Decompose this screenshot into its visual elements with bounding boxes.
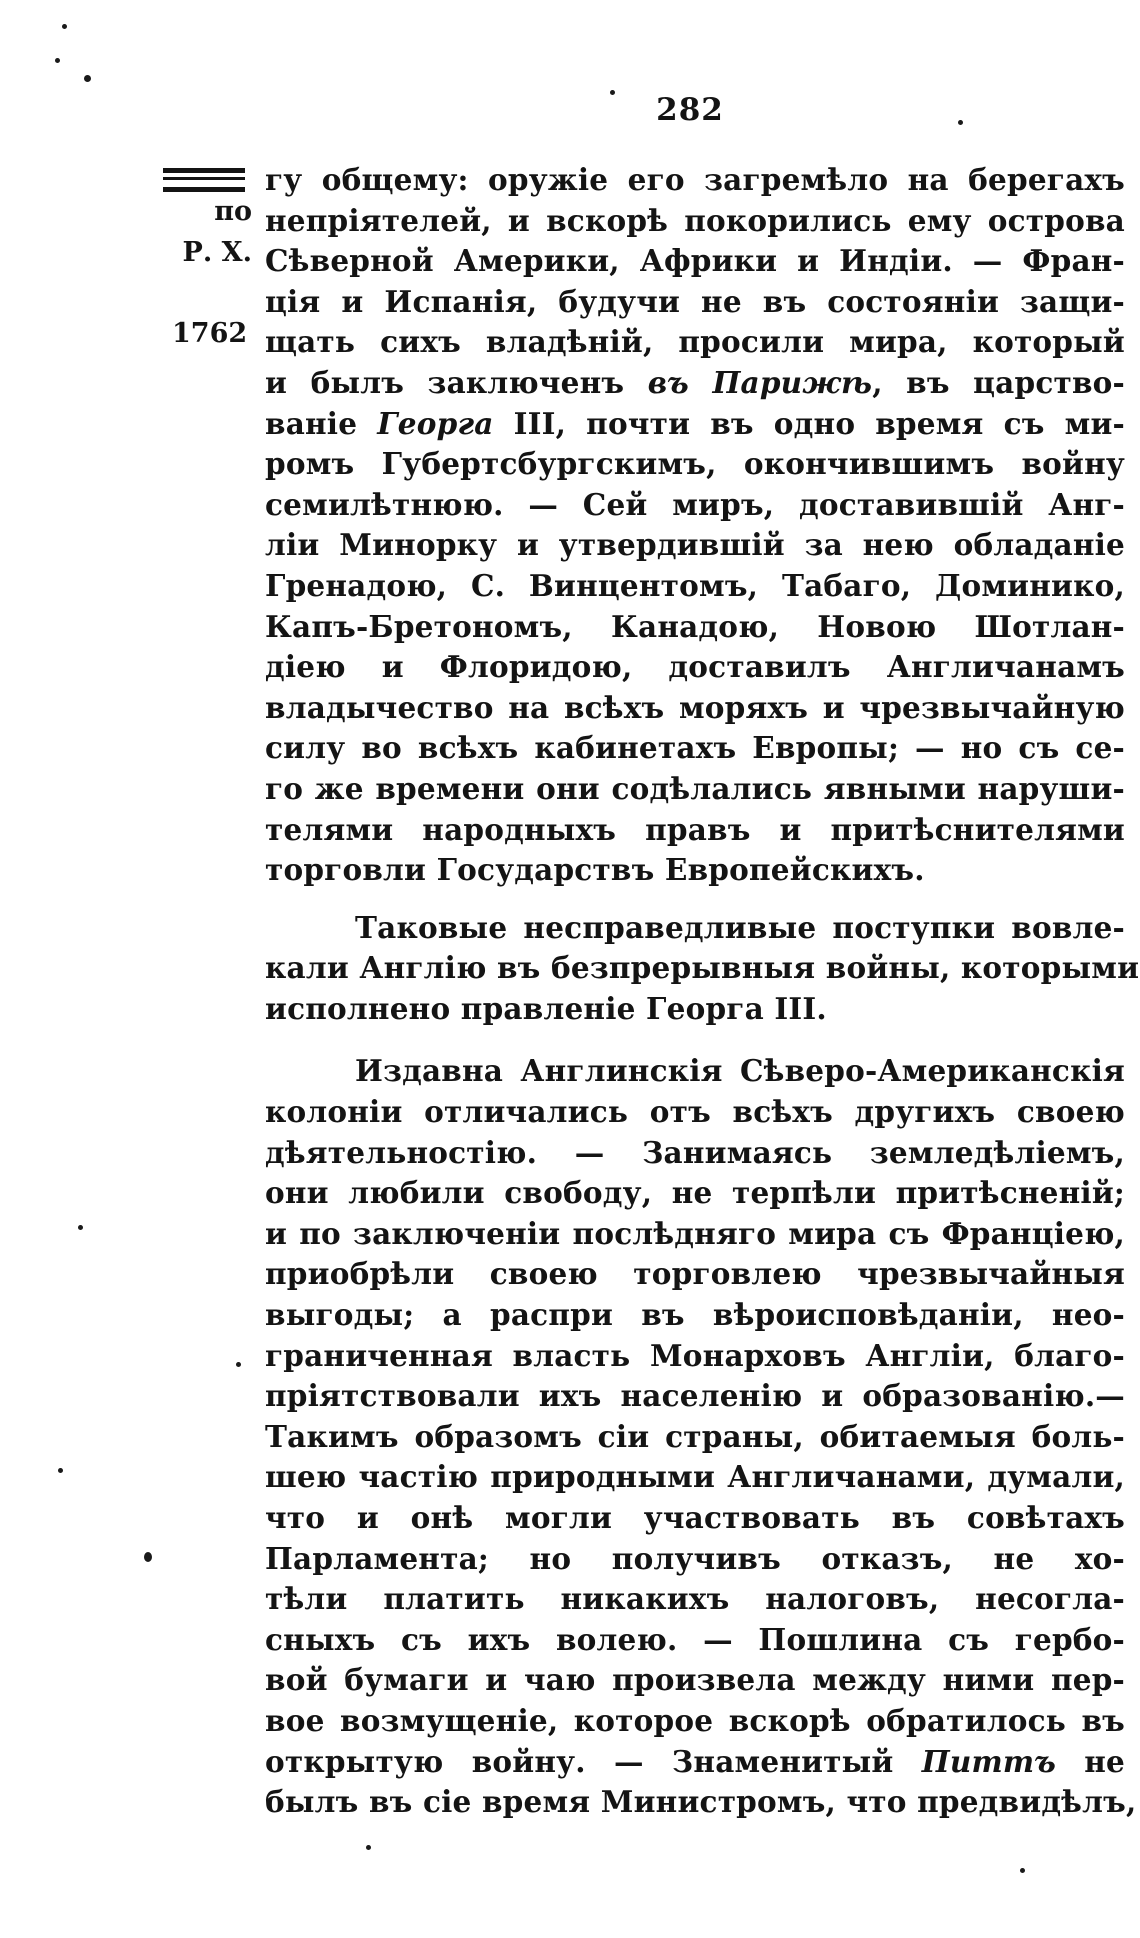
margin-notes <box>150 160 260 354</box>
text-line: силу во всѣхъ кабинетахъ Европы; — но съ се- <box>265 730 1125 766</box>
text-segment: ваніе <box>265 405 358 441</box>
scan-speck <box>366 1845 371 1850</box>
text-segment: и былъ заключенъ <box>265 364 625 400</box>
text-line: ромъ Губертсбургскимъ, окончившимъ войну <box>265 446 1125 482</box>
scan-speck <box>610 90 615 95</box>
text-line: владычество на всѣхъ моряхъ и чрезвычайную <box>265 689 1125 725</box>
margin-note-year: 1762 <box>172 317 248 349</box>
text-line: вое возмущеніе, которое вскорѣ обратилось въ <box>265 1702 1125 1738</box>
text-line: колоніи отличались отъ всѣхъ другихъ своею <box>265 1094 1125 1130</box>
paragraph-3 <box>265 1051 1137 1822</box>
text-line <box>265 363 1125 404</box>
text-segment: III, почти въ одно время съ ми- <box>513 405 1125 441</box>
text-line: сныхъ съ ихъ волею. — Пошлина съ гербо- <box>265 1621 1125 1657</box>
scan-speck <box>236 1362 241 1367</box>
margin-rule <box>163 168 245 192</box>
text-line: Таковые несправедливые поступки вовле- <box>355 909 1125 945</box>
text-line: и по заключеніи послѣдняго мира съ Франціею, <box>265 1215 1125 1251</box>
scan-speck <box>62 24 67 29</box>
text-line <box>265 1742 1125 1783</box>
italic-person-name: Питтъ <box>921 1743 1056 1779</box>
text-line: го же времени они содѣлались явными наруши- <box>265 770 1125 806</box>
text-line: исполнено правленіе Георга III. <box>265 990 827 1026</box>
text-line: пріятствовали ихъ населенію и образованію.— <box>265 1378 1125 1414</box>
text-line: ліи Минорку и утвердившій за нею обладаніе <box>265 527 1125 563</box>
margin-note-po: по <box>214 196 252 227</box>
italic-person-name: Георга <box>377 405 494 441</box>
scan-speck <box>58 1468 63 1473</box>
text-line: діею и Флоридою, доставилъ Англичанамъ <box>265 649 1125 685</box>
text-line: тѣли платить никакихъ налоговъ, несогла- <box>265 1581 1125 1617</box>
text-line: торговли Государствъ Европейскихъ. <box>265 852 925 888</box>
text-line <box>265 404 1125 445</box>
body-text <box>265 160 1140 1823</box>
scan-speck <box>144 1552 152 1562</box>
text-line: кали Англію въ безпрерывныя войны, которыми <box>265 950 1140 986</box>
text-line: щать сихъ владѣній, просили мира, который <box>265 324 1125 360</box>
scan-speck <box>1020 1868 1025 1873</box>
text-line: шею частію природными Англичанами, думали, <box>265 1459 1125 1495</box>
italic-place-name: въ Парижѣ <box>647 364 873 400</box>
scan-speck <box>55 58 60 63</box>
margin-note-spacer <box>150 273 260 314</box>
paragraph-1 <box>265 160 1125 891</box>
text-line: семилѣтнюю. — Сей миръ, доставившій Анг- <box>265 486 1125 522</box>
text-line: Такимъ образомъ сіи страны, обитаемыя боль- <box>265 1418 1125 1454</box>
text-segment: открытую войну. — Знаменитый <box>265 1743 894 1779</box>
scan-speck <box>958 120 963 125</box>
text-line: Сѣверной Америки, Африки и Индіи. — Фран- <box>265 243 1125 279</box>
text-line: приобрѣли своею торговлею чрезвычайныя <box>265 1256 1125 1292</box>
text-line: былъ въ сіе время Министромъ, что предвидѣлъ, <box>265 1784 1137 1820</box>
text-line: Парламента; но получивъ отказъ, не хо- <box>265 1540 1125 1576</box>
text-line: ція и Испанія, будучи не въ состояніи защи- <box>265 283 1125 319</box>
paragraph-2 <box>265 908 1140 1030</box>
text-line: гу общему: оружіе его загремѣло на берегахъ <box>265 162 1125 197</box>
text-line: Издавна Англинскія Сѣверо-Американскія <box>355 1053 1125 1089</box>
scan-speck <box>78 1225 83 1230</box>
scan-speck <box>84 75 91 82</box>
text-line: дѣятельностію. — Занимаясь земледѣліемъ, <box>265 1134 1125 1170</box>
margin-note-rkh: Р. Х. <box>182 236 252 268</box>
text-line: вой бумаги и чаю произвела между ними пер- <box>265 1662 1125 1698</box>
text-line: Капъ-Бретономъ, Канадою, Новою Шотлан- <box>265 608 1125 644</box>
text-line: что и онѣ могли участвовать въ совѣтахъ <box>265 1500 1125 1535</box>
text-line: Гренадою, С. Винцентомъ, Табаго, Доминико, <box>265 567 1125 603</box>
text-segment: , въ царство- <box>872 364 1125 400</box>
text-segment: не <box>1055 1743 1125 1779</box>
text-line: непріятелей, и вскорѣ покорились ему острова <box>265 202 1125 238</box>
text-line: они любили свободу, не терпѣли притѣсненій; <box>265 1175 1125 1211</box>
text-line: выгоды; а распри въ вѣроисповѣданіи, нео- <box>265 1297 1125 1333</box>
text-line: телями народныхъ правъ и притѣснителями <box>265 811 1125 847</box>
page-number: 282 <box>656 92 724 128</box>
text-line: граниченная власть Монарховъ Англіи, благо- <box>265 1337 1125 1373</box>
